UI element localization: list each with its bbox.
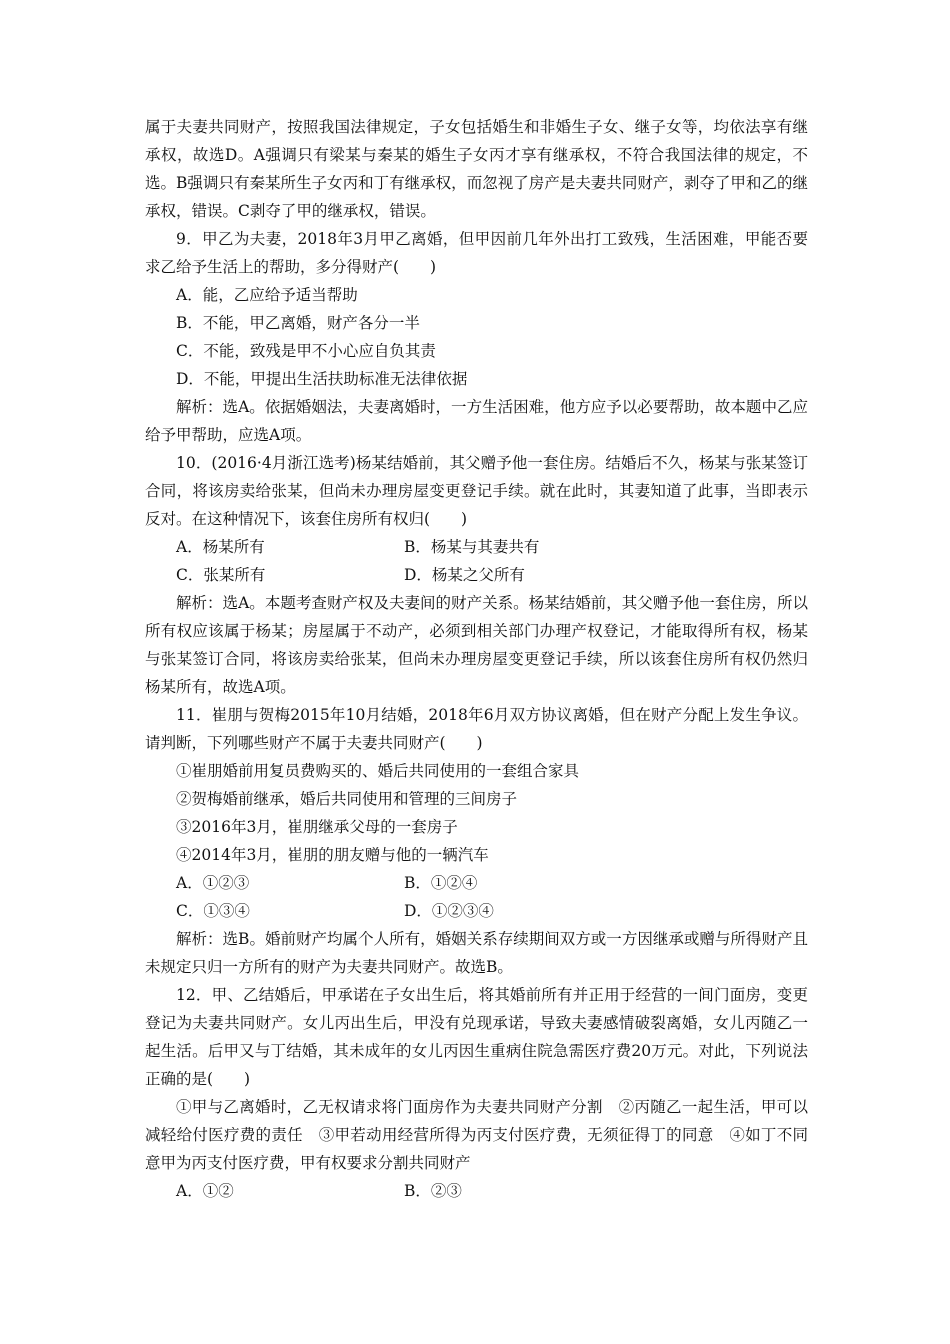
question-12-option-b: B．②③ xyxy=(404,1182,462,1200)
question-11-option-a: A．①②③ xyxy=(176,874,250,892)
question-10-option-d: D．杨某之父所有 xyxy=(404,566,525,584)
analysis-q8-continued: 属于夫妻共同财产，按照我国法律规定，子女包括婚生和非婚生子女、继子女等，均依法享有继承权，故选D。A强调只有梁某与秦某的婚生子女丙才享有继承权，不符合我国法律的规定，不选。B强调只有秦某所生子女丙和丁有继承权，而忽视了房产是夫妻共同财产，剥夺了甲和乙的继承权，错误。C剥夺了甲的继承权，错误。 xyxy=(145,118,808,220)
question-9-stem: 9．甲乙为夫妻，2018年3月甲乙离婚，但甲因前几年外出打工致残，生活困难，甲能否要求乙给予生活上的帮助，多分得财产( ) xyxy=(145,230,808,276)
question-11-options-row-1 xyxy=(145,869,808,897)
question-10-option-c: C．张某所有 xyxy=(176,566,266,584)
question-12-statements: ①甲与乙离婚时，乙无权请求将门面房作为夫妻共同财产分割 ②丙随乙一起生活，甲可以减轻给付医疗费的责任 ③甲若动用经营所得为丙支付医疗费，无须征得丁的同意 ④如丁不同意甲为丙支付医疗费，甲有权要求分割共同财产 xyxy=(145,1098,808,1172)
question-10-options-row-1 xyxy=(145,533,808,561)
question-10-option-a: A．杨某所有 xyxy=(176,538,265,556)
question-11-item-2: ②贺梅婚前继承，婚后共同使用和管理的三间房子 xyxy=(176,790,518,808)
question-10-option-b: B．杨某与其妻共有 xyxy=(404,538,540,556)
question-11-stem: 11．崔朋与贺梅2015年10月结婚，2018年6月双方协议离婚，但在财产分配上发生争议。请判断，下列哪些财产不属于夫妻共同财产( ) xyxy=(145,706,808,752)
question-9-analysis: 解析：选A。依据婚姻法，夫妻离婚时，一方生活困难，他方应予以必要帮助，故本题中乙应给予甲帮助，应选A项。 xyxy=(145,398,808,444)
question-12-option-a: A．①② xyxy=(176,1182,234,1200)
question-9-option-a: A．能，乙应给予适当帮助 xyxy=(176,286,358,304)
question-12-stem: 12．甲、乙结婚后，甲承诺在子女出生后，将其婚前所有并正用于经营的一间门面房，变更登记为夫妻共同财产。女儿丙出生后，甲没有兑现承诺，导致夫妻感情破裂离婚，女儿丙随乙一起生活。后甲又与丁结婚，其未成年的女儿丙因生重病住院急需医疗费20万元。对此，下列说法正确的是( ) xyxy=(145,986,808,1088)
question-11-options-row-2 xyxy=(145,897,808,925)
question-9-option-c: C．不能，致残是甲不小心应自负其责 xyxy=(176,342,436,360)
question-11-item-1: ①崔朋婚前用复员费购买的、婚后共同使用的一套组合家具 xyxy=(176,762,580,780)
question-11-analysis: 解析：选B。婚前财产均属个人所有，婚姻关系存续期间双方或一方因继承或赠与所得财产且未规定只归一方所有的财产为夫妻共同财产。故选B。 xyxy=(145,930,808,976)
question-9-option-d: D．不能，甲提出生活扶助标准无法律依据 xyxy=(176,370,468,388)
question-10-options-row-2 xyxy=(145,561,808,589)
question-10-analysis: 解析：选A。本题考查财产权及夫妻间的财产关系。杨某结婚前，其父赠予他一套住房，所以所有权应该属于杨某；房屋属于不动产，必须到相关部门办理产权登记，才能取得所有权，杨某与张某签订合同，将该房卖给张某，但尚未办理房屋变更登记手续，所以该套住房所有权仍然归杨某所有，故选A项。 xyxy=(145,594,808,696)
question-11-option-c: C．①③④ xyxy=(176,902,250,920)
question-10-stem: 10．(2016·4月浙江选考)杨某结婚前，其父赠予他一套住房。结婚后不久，杨某与张某签订合同，将该房卖给张某，但尚未办理房屋变更登记手续。就在此时，其妻知道了此事，当即表示反对。在这种情况下，该套住房所有权归( ) xyxy=(145,454,808,528)
question-11-option-d: D．①②③④ xyxy=(404,902,494,920)
question-9-option-b: B．不能，甲乙离婚，财产各分一半 xyxy=(176,314,420,332)
question-11-item-3: ③2016年3月，崔朋继承父母的一套房子 xyxy=(176,818,458,836)
question-12-options-row-1 xyxy=(145,1177,808,1205)
question-11-item-4: ④2014年3月，崔朋的朋友赠与他的一辆汽车 xyxy=(176,846,489,864)
question-11-option-b: B．①②④ xyxy=(404,874,478,892)
